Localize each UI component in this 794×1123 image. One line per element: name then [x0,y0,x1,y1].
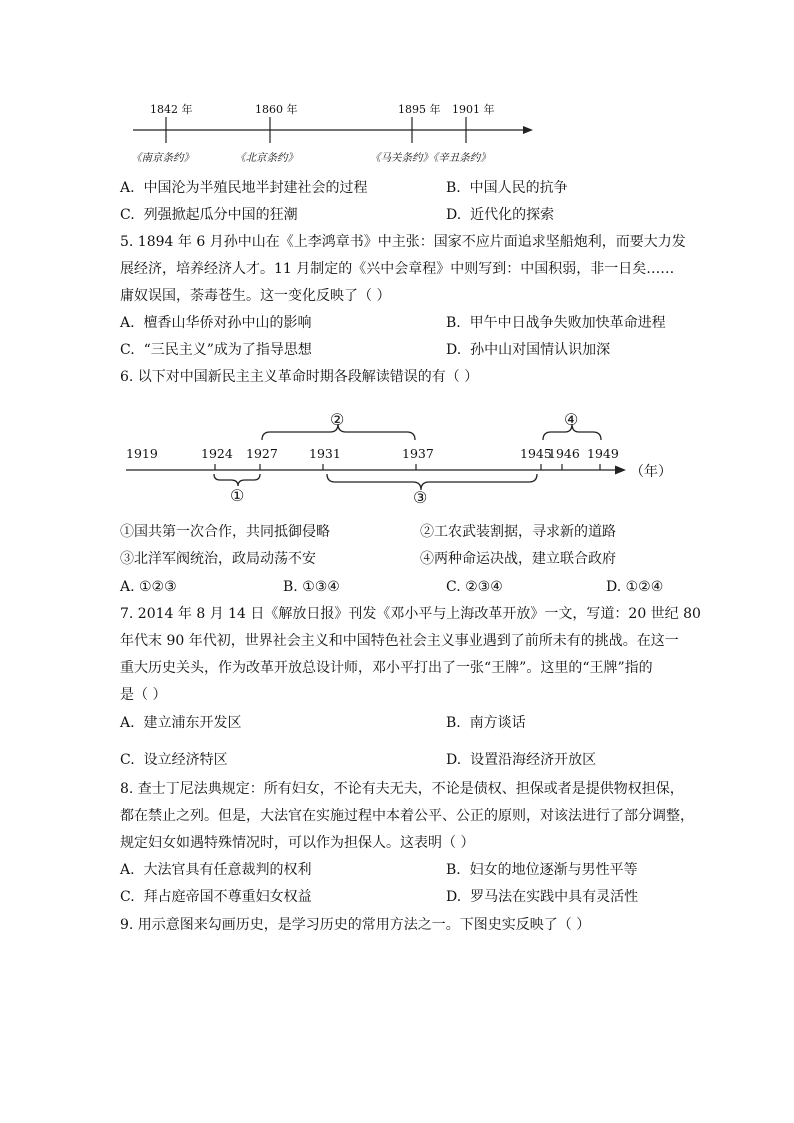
timeline-1-treaty: 《马关条约》《辛丑条约》 [370,152,491,164]
timeline-1-treaty: 《北京条约》 [235,152,298,164]
timeline-2-year: 1919 [126,446,158,461]
statement-2: ②工农武装割据，寻求新的道路 [420,524,616,540]
timeline-2-year: 1931 [309,446,341,461]
timeline-1-year: 1842 年 [150,103,193,116]
option-a[interactable]: A. 檀香山华侨对孙中山的影响 [120,315,312,331]
question-8-stem-line: 8. 查士丁尼法典规定：所有妇女，不论有夫无夫，不论是债权、担保或者是提供物权担保， [120,781,684,797]
timeline-1-treaty: 《南京条约》 [131,152,194,164]
option-b[interactable]: B. 中国人民的抗争 [446,180,568,196]
timeline-1-year: 1895 年 [398,103,441,116]
timeline-1-axis [0,0,794,175]
bracket-label-3: ③ [413,488,428,507]
timeline-2-year: 1924 [201,446,233,461]
timeline-2-unit: （年） [630,464,672,480]
question-5-stem-line: 5. 1894 年 6 月孙中山在《上李鸿章书》中主张：国家不应片面追求坚船炮利，而要大力发 [120,234,686,250]
option-d[interactable]: D. ①②④ [606,579,664,595]
statement-3: ③北洋军阀统治，政局动荡不安 [120,551,316,567]
timeline-1-year: 1901 年 [452,103,495,116]
option-a[interactable]: A. 建立浦东开发区 [120,715,242,731]
option-d[interactable]: D. 近代化的探索 [446,207,555,223]
statement-1: ①国共第一次合作，共同抵御侵略 [120,524,330,540]
option-c[interactable]: C. ②③④ [446,579,503,595]
timeline-2-year: 1937 [402,446,434,461]
question-7-stem-line: 7. 2014 年 8 月 14 日《解放日报》刊发《邓小平与上海改革开放》一文，写道：20 世纪 80 [120,606,701,622]
question-5-stem-line: 庸奴误国，荼毒苍生。这一变化反映了（ ） [120,288,391,304]
question-8-stem-line: 都在禁止之列。但是，大法官在实施过程中本着公平、公正的原则，对该法进行了部分调整， [120,808,694,824]
timeline-2-year: 1949 [587,446,619,461]
option-b[interactable]: B. 甲午中日战争失败加快革命进程 [446,315,666,331]
statement-4: ④两种命运决战，建立联合政府 [420,551,616,567]
option-d[interactable]: D. 罗马法在实践中具有灵活性 [446,889,639,905]
bracket-3 [327,474,537,490]
timeline-2-year: 1927 [246,446,278,461]
bracket-label-4: ④ [564,410,579,429]
question-9-stem: 9. 用示意图来勾画历史，是学习历史的常用方法之一。下图史实反映了（ ） [120,917,591,933]
timeline-2-year: 1945 [520,446,552,461]
option-b[interactable]: B. 妇女的地位逐渐与男性平等 [446,862,638,878]
option-d[interactable]: D. 设置沿海经济开放区 [446,752,597,768]
option-c[interactable]: C. 设立经济特区 [120,752,228,768]
option-a[interactable]: A. 大法官具有任意裁判的权利 [120,862,312,878]
bracket-1 [214,474,260,486]
bracket-label-1: ① [230,486,245,505]
timeline-1-year: 1860 年 [255,103,298,116]
option-b[interactable]: B. 南方谈话 [446,715,526,731]
option-c[interactable]: C. “三民主义”成为了指导思想 [120,342,312,358]
question-7-stem-line: 是（ ） [120,687,167,703]
question-5-stem-line: 展经济，培养经济人才。11 月制定的《兴中会章程》中则写到：中国积弱，非一日矣…… [120,261,675,277]
bracket-label-2: ② [330,410,345,429]
option-a[interactable]: A. 中国沦为半殖民地半封建社会的过程 [120,180,368,196]
question-6-stem: 6. 以下对中国新民主主义革命时期各段解读错误的有（ ） [120,369,479,385]
question-8-stem-line: 规定妇女如遇特殊情况时，可以作为担保人。这表明（ ） [120,835,475,851]
option-a[interactable]: A. ①②③ [120,579,177,595]
option-c[interactable]: C. 拜占庭帝国不尊重妇女权益 [120,889,312,905]
question-7-stem-line: 年代末 90 年代初，世界社会主义和中国特色社会主义事业遇到了前所未有的挑战。在这一 [120,633,679,649]
question-7-stem-line: 重大历史关头，作为改革开放总设计师，邓小平打出了一张“王牌”。这里的“王牌”指的 [120,660,653,676]
option-d[interactable]: D. 孙中山对国情认识加深 [446,342,611,358]
option-c[interactable]: C. 列强掀起瓜分中国的狂潮 [120,207,298,223]
option-b[interactable]: B. ①③④ [283,579,340,595]
timeline-2 [0,400,794,515]
timeline-2-year: 1946 [548,446,580,461]
